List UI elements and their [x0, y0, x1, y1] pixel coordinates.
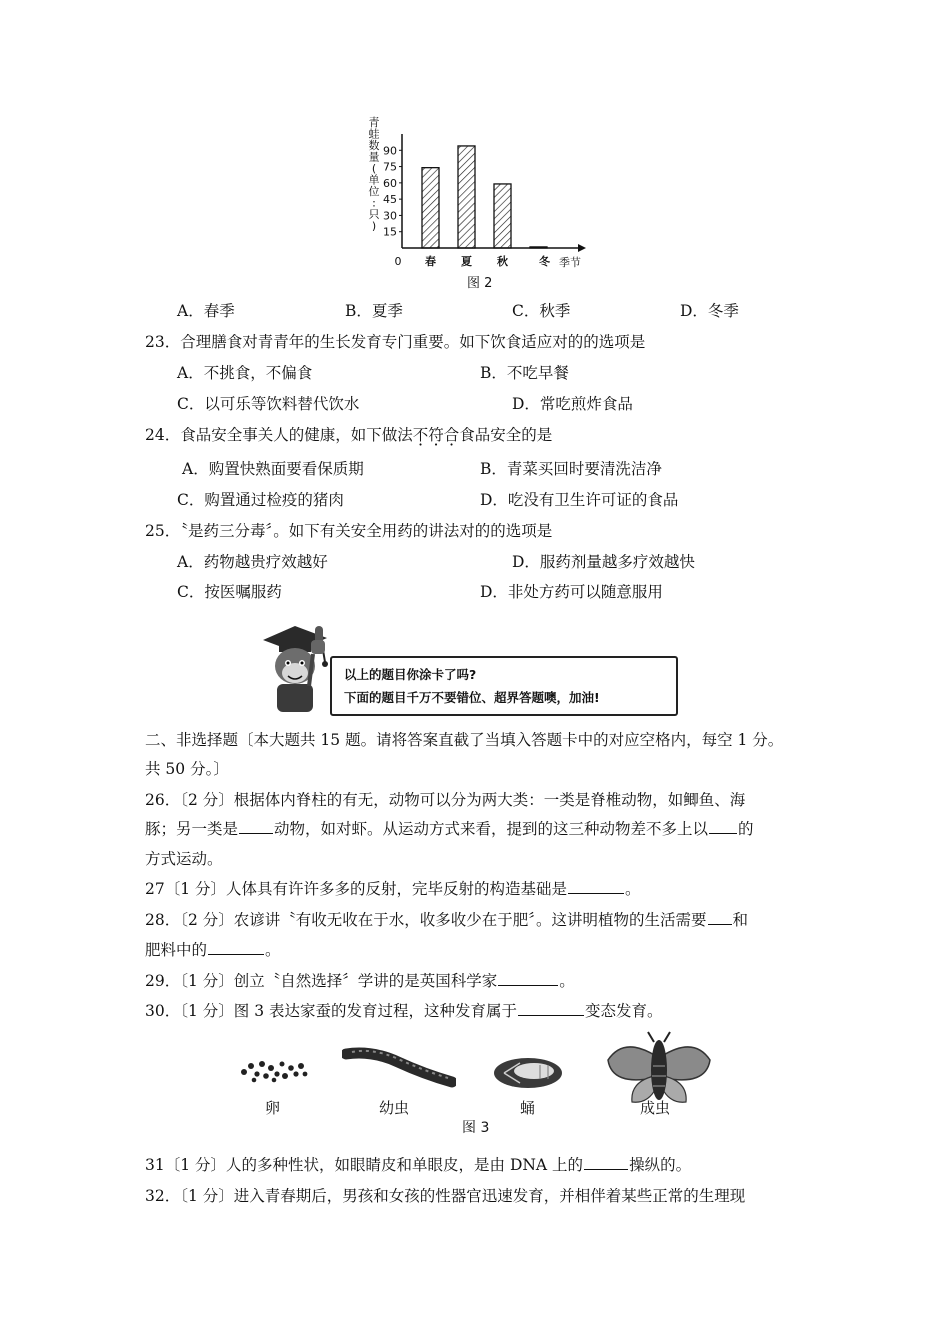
reminder-line-1: 以上的题目你涂卡了吗? [344, 667, 477, 682]
y-tick-label: 30 [383, 209, 397, 223]
q28-text-a: 28．〔2 分〕农谚讲〝有收无收在于水，收多收少在于肥〞。这讲明植物的生活需要 [145, 911, 707, 929]
q30-blank[interactable] [518, 1000, 584, 1016]
figure-3-label-pupa: 蛹 [520, 1099, 536, 1117]
q29-text: 29．〔1 分〕创立〝自然选择〞学讲的是英国科学家 [145, 972, 498, 990]
q31-text: 31〔1 分〕人的多种性状，如眼睛皮和单眼皮，是由 DNA 上的 [145, 1156, 584, 1174]
q23-option-b: B．不吃早餐 [480, 364, 569, 382]
q25-option-c: C．按医嘱服药 [177, 583, 282, 601]
q28-blank-1[interactable] [708, 909, 732, 925]
y-tick-label: 60 [383, 176, 397, 190]
y-axis-label-char: : [372, 196, 376, 210]
q26-text-c: 的 [738, 820, 754, 838]
q26-blank-2[interactable] [709, 818, 737, 834]
x-tick-label: 冬 [539, 255, 550, 268]
reminder-line-2: 下面的题目千万不要错位、超界答题噢，加油! [344, 690, 600, 705]
q27-blank[interactable] [568, 878, 624, 894]
y-axis-label-char: 量 [368, 150, 380, 164]
q27-end: 。 [625, 880, 641, 898]
q24-emphasis-char: 不 [412, 426, 429, 444]
y-axis-label-char: 蛙 [368, 127, 380, 141]
q24-stem-pre: 24．食品安全事关人的健康，如下做法 [145, 426, 413, 444]
q22-option-c: C．秋季 [512, 302, 571, 320]
q27-text: 27〔1 分〕人体具有许许多多的反射，完毕反射的构造基础是 [145, 880, 568, 898]
figure-3-label-adult: 成虫 [640, 1099, 671, 1117]
q27-line [145, 878, 641, 900]
q31-end: 操纵的。 [629, 1156, 692, 1174]
y-axis-label-char: ( [371, 162, 377, 175]
q29-line [145, 970, 575, 992]
q29-blank[interactable] [498, 970, 558, 986]
q23-stem: 23．合理膳食对青青年的生长发育专门重要。如下饮食适应对的的选项是 [145, 333, 646, 351]
q24-option-c: C．购置通过检疫的猪肉 [177, 491, 344, 509]
bar-3 [530, 247, 547, 248]
q29-end: 。 [559, 972, 575, 990]
cartoon-student-icon [255, 618, 335, 716]
q26-text-a: 豚；另一类是 [145, 820, 239, 838]
silkworm-pupa-icon [490, 1053, 566, 1093]
q24-stem-post: 食品安全的是 [459, 426, 553, 444]
bar-2 [494, 184, 511, 248]
q24-emphasis-char: 符 [428, 426, 444, 444]
y-axis-label-char: 单 [368, 173, 380, 187]
q24-stem-emphasis [413, 426, 460, 444]
q24-emphasis-char: 合 [443, 426, 460, 444]
figure-3-caption: 图 3 [462, 1120, 490, 1136]
q28-text-c: 肥料中的 [145, 941, 208, 959]
q25-stem: 25．〝是药三分毒〞。如下有关安全用药的讲法对的的选项是 [145, 522, 553, 540]
x-tick-label: 夏 [461, 255, 472, 268]
x-tick-label: 春 [425, 255, 436, 268]
q24-option-b: B．青菜买回时要清洗洁净 [480, 460, 662, 478]
q26-text-b: 动物，如对虾。从运动方式来看，提到的这三种动物差不多上以 [274, 820, 709, 838]
q25-option-d: D．服药剂量越多疗效越快 [512, 553, 695, 571]
origin-label: 0 [394, 255, 402, 268]
q26-line-2 [145, 818, 754, 840]
q23-option-d: D．常吃煎炸食品 [512, 395, 633, 413]
q30-line [145, 1000, 663, 1022]
q26-blank-1[interactable] [239, 818, 273, 834]
y-axis-label-char: 位 [368, 185, 380, 198]
q24-stem [145, 424, 552, 446]
x-axis-label: 季节 [559, 256, 581, 269]
q22-option-a: A．春季 [177, 302, 235, 320]
y-axis-label-char: 数 [368, 139, 380, 152]
x-axis-arrow [578, 244, 586, 252]
q31-line [145, 1154, 691, 1176]
q25-option-d2: D．非处方药可以随意服用 [480, 583, 663, 601]
q30-text: 30．〔1 分〕图 3 表达家蚕的发育过程，这种发育属于 [145, 1002, 517, 1020]
silkworm-eggs-icon [238, 1052, 310, 1088]
q24-option-d: D．吃没有卫生许可证的食品 [480, 491, 679, 509]
y-tick-label: 90 [383, 144, 397, 158]
q28-line-1 [145, 909, 748, 931]
figure-2-chart [360, 112, 600, 272]
y-tick-label: 75 [383, 160, 397, 174]
q26-line-1: 26．〔2 分〕根据体内脊柱的有无，动物可以分为两大类：一类是脊椎动物，如鲫鱼、海 [145, 791, 746, 809]
section-2-heading-line-1: 二、非选择题〔本大题共 15 题。请将答案直截了当填入答题卡中的对应空格内，每空 1 分。 [145, 731, 784, 749]
q26-line-3: 方式运动。 [145, 850, 223, 868]
q28-end: 。 [265, 941, 281, 959]
y-axis-label-char: 青 [368, 116, 380, 129]
reminder-speech-bubble [330, 656, 678, 716]
y-tick-label: 45 [383, 193, 397, 207]
q23-option-c: C．以可乐等饮料替代饮水 [177, 395, 360, 413]
q28-text-b: 和 [732, 911, 749, 929]
q25-option-a: A．药物越贵疗效越好 [177, 553, 328, 571]
q24-option-a: A．购置快熟面要看保质期 [182, 460, 364, 478]
silkworm-larva-icon [342, 1046, 456, 1090]
figure-3-label-larva: 幼虫 [379, 1099, 410, 1117]
y-axis-label-char: 只 [368, 208, 380, 221]
x-tick-label: 秋 [497, 255, 508, 268]
y-axis-label-char: ) [371, 219, 377, 233]
q22-option-d: D．冬季 [680, 302, 739, 320]
q23-option-a: A．不挑食，不偏食 [177, 364, 313, 382]
q31-blank[interactable] [584, 1154, 628, 1170]
q28-blank-2[interactable] [208, 939, 264, 955]
figure-2-caption: 图 2 [467, 276, 493, 291]
section-2-heading-line-2: 共 50 分。〕 [145, 760, 229, 778]
bar-0 [422, 168, 439, 248]
q22-option-b: B．夏季 [345, 302, 403, 320]
figure-3-label-egg: 卵 [265, 1099, 281, 1117]
q32-line-1: 32．〔1 分〕进入青春期后，男孩和女孩的性器官迅速发育，并相伴着某些正常的生理现 [145, 1187, 746, 1205]
y-tick-label: 15 [383, 225, 397, 239]
y-axis-label [369, 115, 380, 233]
bar-1 [458, 146, 475, 248]
q28-line-2 [145, 939, 281, 961]
q30-end: 变态发育。 [584, 1002, 663, 1020]
